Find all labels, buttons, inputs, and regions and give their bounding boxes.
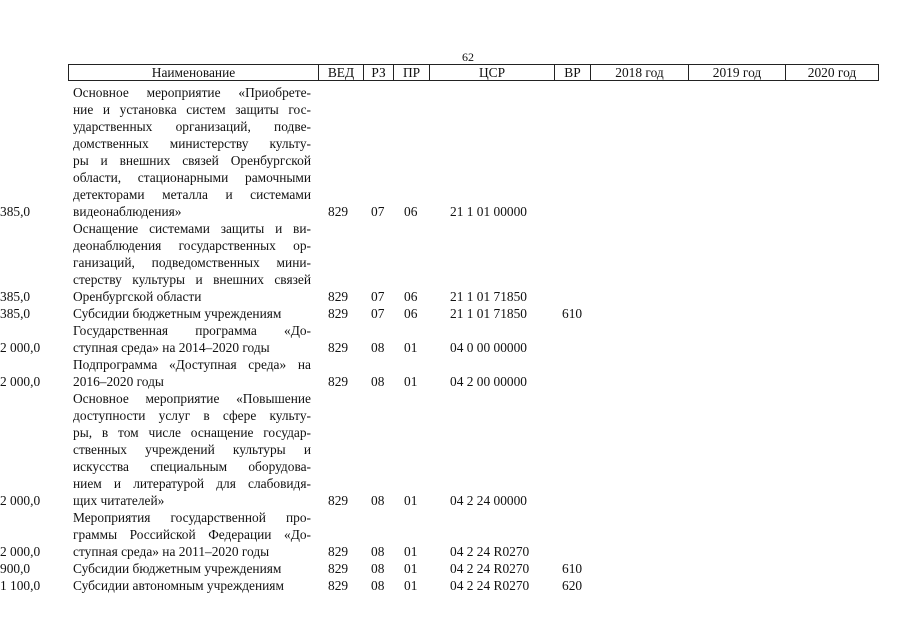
row-name [73, 220, 311, 305]
row-name-line: доступности услуг в сфере культу- [73, 408, 311, 423]
row-ved: 829 [328, 306, 349, 321]
row-csr: 21 1 01 00000 [450, 204, 527, 219]
row-name-line: домственных министерству культу- [73, 136, 311, 151]
row-vr: 610 [562, 306, 583, 321]
row-name-line: Основное мероприятие «Повышение [73, 391, 311, 406]
row-pr: 01 [404, 561, 418, 576]
row-2018: 385,0 [0, 204, 31, 219]
row-csr: 21 1 01 71850 [450, 306, 527, 321]
row-rz: 08 [371, 561, 385, 576]
header-pr: ПР [394, 65, 430, 80]
row-2018: 2 000,0 [0, 340, 41, 355]
row-name-line: ступная среда» на 2011–2020 годы [73, 544, 270, 559]
row-name-line: искусства специальным оборудова- [73, 459, 311, 474]
row-pr: 01 [404, 374, 418, 389]
row-name-line: деонаблюдения государственных ор- [73, 238, 311, 253]
row-name-line: детекторами металла и системами [73, 187, 311, 202]
row-pr: 06 [404, 204, 418, 219]
row-ved: 829 [328, 340, 349, 355]
row-2018: 385,0 [0, 289, 31, 304]
row-rz: 08 [371, 340, 385, 355]
row-name-line: ударственных организаций, подве- [73, 119, 311, 134]
row-pr: 01 [404, 578, 418, 593]
row-csr: 04 2 24 R0270 [450, 544, 530, 559]
row-name-line: видеонаблюдения» [73, 204, 182, 219]
row-name-line: Подпрограмма «Доступная среда» на [73, 357, 311, 372]
page-number: 62 [462, 50, 474, 64]
row-name-line: Субсидии автономным учреждениям [73, 578, 284, 593]
row-name-line: Оренбургской области [73, 289, 202, 304]
row-2018: 385,0 [0, 306, 31, 321]
row-ved: 829 [328, 544, 349, 559]
row-name-line: области, стационарными рамочными [73, 170, 311, 185]
row-rz: 08 [371, 493, 385, 508]
row-name-line: стерству культуры и внешних связей [73, 272, 311, 287]
row-name-line: ганизаций, подведомственных мини- [73, 255, 311, 270]
row-name-line: ственных учреждений культуры и [73, 442, 311, 457]
row-name-line: граммы Российской Федерации «До- [73, 527, 311, 542]
row-pr: 06 [404, 289, 418, 304]
header-csr: ЦСР [430, 65, 555, 80]
row-name [73, 322, 311, 356]
row-2018: 2 000,0 [0, 544, 41, 559]
row-csr: 04 2 24 00000 [450, 493, 527, 508]
row-name-line: Субсидии бюджетным учреждениям [73, 561, 282, 576]
row-name [73, 356, 311, 390]
row-2018: 1 100,0 [0, 578, 41, 593]
header-2018: 2018 год [591, 65, 689, 80]
row-ved: 829 [328, 493, 349, 508]
row-pr: 01 [404, 544, 418, 559]
row-pr: 06 [404, 306, 418, 321]
row-name-line: ры и внешних связей Оренбургской [73, 153, 311, 168]
row-rz: 07 [371, 289, 385, 304]
header-name: Наименование [69, 65, 319, 80]
row-name [73, 509, 311, 560]
header-2019: 2019 год [689, 65, 786, 80]
row-rz: 08 [371, 544, 385, 559]
header-rz: РЗ [364, 65, 394, 80]
row-name-line: Оснащение системами защиты и ви- [73, 221, 311, 236]
row-rz: 08 [371, 578, 385, 593]
row-csr: 04 2 24 R0270 [450, 561, 530, 576]
row-name-line: Мероприятия государственной про- [73, 510, 311, 525]
row-ved: 829 [328, 561, 349, 576]
row-ved: 829 [328, 578, 349, 593]
row-name-line: Основное мероприятие «Приобрете- [73, 85, 311, 100]
row-csr: 04 0 00 00000 [450, 340, 527, 355]
row-name [73, 84, 311, 220]
row-vr: 610 [562, 561, 583, 576]
row-name-line: Государственная программа «До- [73, 323, 311, 338]
row-name [73, 305, 311, 322]
row-name-line: Субсидии бюджетным учреждениям [73, 306, 282, 321]
row-pr: 01 [404, 340, 418, 355]
row-2018: 2 000,0 [0, 493, 41, 508]
row-name [73, 390, 311, 509]
row-csr: 04 2 00 00000 [450, 374, 527, 389]
row-name-line: нием и литературой для слабовидя- [73, 476, 311, 491]
row-csr: 21 1 01 71850 [450, 289, 527, 304]
row-name [73, 560, 311, 577]
row-vr: 620 [562, 578, 583, 593]
row-2018: 900,0 [0, 561, 31, 576]
row-name [73, 577, 311, 594]
row-ved: 829 [328, 204, 349, 219]
header-vr: ВР [555, 65, 591, 80]
header-2020: 2020 год [807, 65, 857, 80]
row-pr: 01 [404, 493, 418, 508]
row-rz: 07 [371, 204, 385, 219]
row-name-line: 2016–2020 годы [73, 374, 164, 389]
row-name-line: ступная среда» на 2014–2020 годы [73, 340, 270, 355]
row-rz: 08 [371, 374, 385, 389]
row-name-line: ры, в том числе оснащение государ- [73, 425, 311, 440]
row-csr: 04 2 24 R0270 [450, 578, 530, 593]
header-ved: ВЕД [319, 65, 364, 80]
row-name-line: ние и установка систем защиты гос- [73, 102, 311, 117]
row-name-line: щих читателей» [73, 493, 165, 508]
row-ved: 829 [328, 374, 349, 389]
row-2018: 2 000,0 [0, 374, 41, 389]
row-ved: 829 [328, 289, 349, 304]
table-header [68, 64, 879, 81]
row-rz: 07 [371, 306, 385, 321]
